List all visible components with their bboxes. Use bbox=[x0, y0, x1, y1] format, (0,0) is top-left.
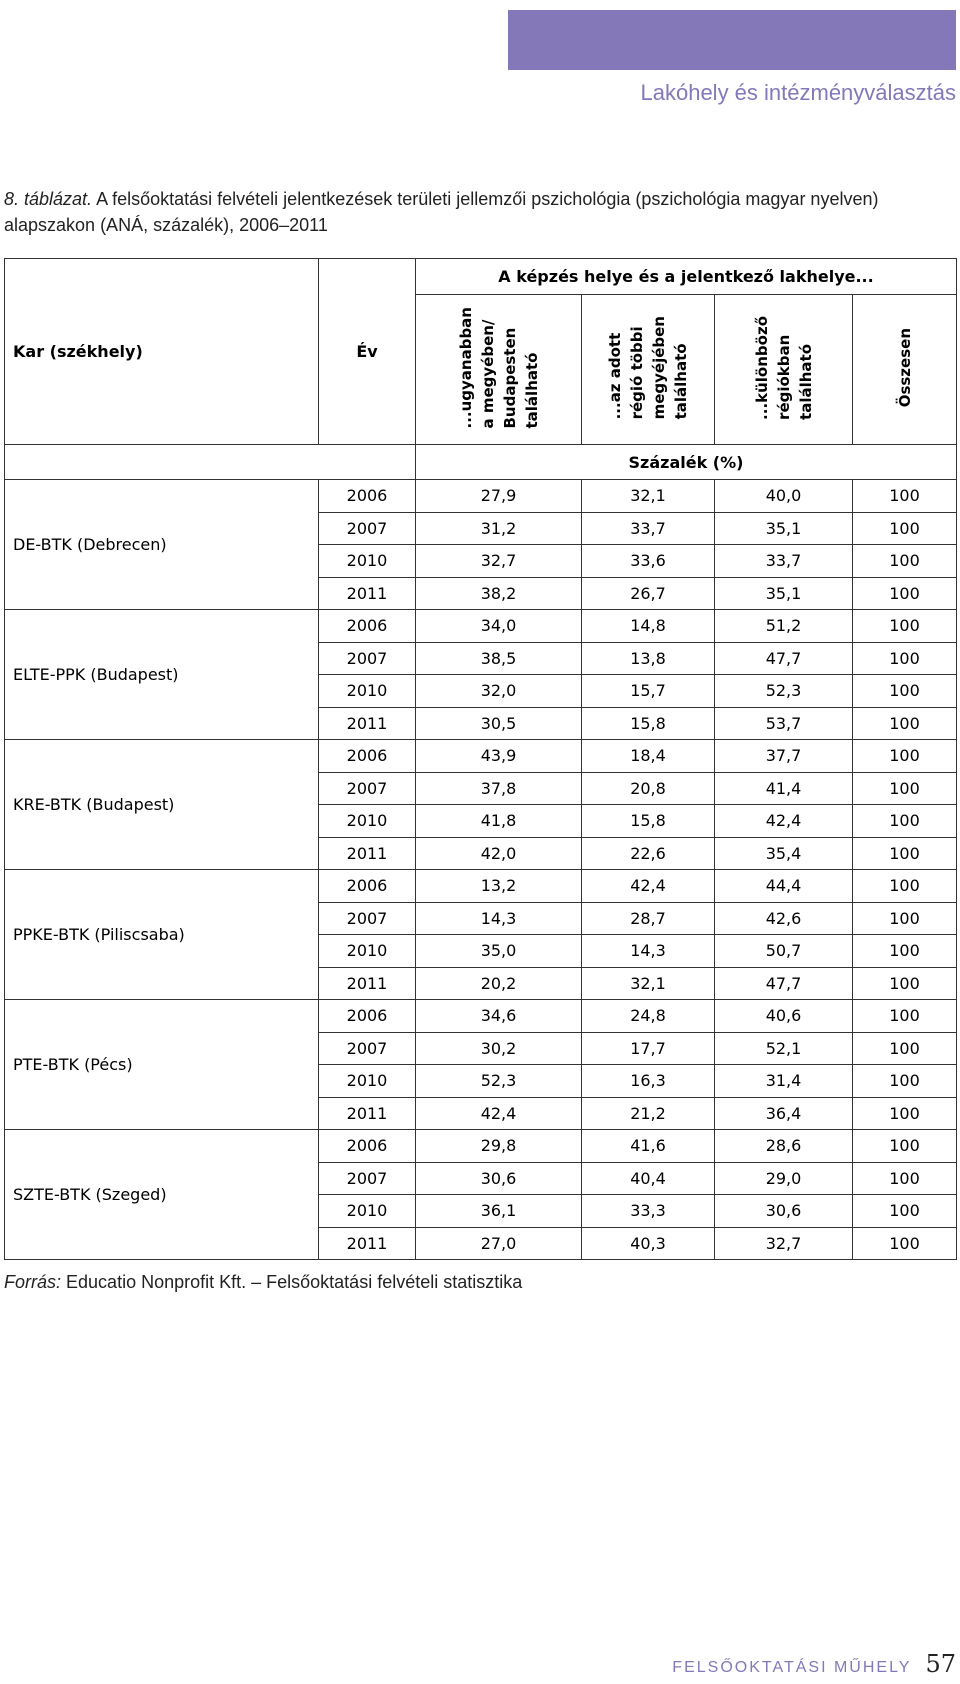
value-cell: 32,1 bbox=[582, 967, 715, 1000]
table-body bbox=[5, 480, 957, 1260]
col-header-same-region-label: ...az adott régió többi megyéjében található bbox=[606, 315, 690, 420]
table-row bbox=[5, 1130, 957, 1163]
value-cell: 33,3 bbox=[582, 1195, 715, 1228]
value-cell: 100 bbox=[853, 610, 957, 643]
value-cell: 100 bbox=[853, 1195, 957, 1228]
value-cell: 41,6 bbox=[582, 1130, 715, 1163]
value-cell: 100 bbox=[853, 480, 957, 513]
year-cell: 2007 bbox=[319, 1162, 416, 1195]
year-cell: 2011 bbox=[319, 967, 416, 1000]
value-cell: 100 bbox=[853, 902, 957, 935]
value-cell: 100 bbox=[853, 870, 957, 903]
value-cell: 100 bbox=[853, 967, 957, 1000]
table-row bbox=[5, 870, 957, 903]
table-row bbox=[5, 610, 957, 643]
faculty-name: KRE-BTK (Budapest) bbox=[5, 740, 319, 870]
value-cell: 100 bbox=[853, 1097, 957, 1130]
faculty-name: PPKE-BTK (Piliscsaba) bbox=[5, 870, 319, 1000]
value-cell: 100 bbox=[853, 642, 957, 675]
value-cell: 33,7 bbox=[582, 512, 715, 545]
value-cell: 35,4 bbox=[715, 837, 853, 870]
value-cell: 42,0 bbox=[416, 837, 582, 870]
value-cell: 100 bbox=[853, 512, 957, 545]
year-cell: 2011 bbox=[319, 707, 416, 740]
value-cell: 100 bbox=[853, 1130, 957, 1163]
value-cell: 100 bbox=[853, 935, 957, 968]
value-cell: 100 bbox=[853, 837, 957, 870]
year-cell: 2011 bbox=[319, 577, 416, 610]
col-header-ev: Év bbox=[319, 259, 416, 445]
value-cell: 31,2 bbox=[416, 512, 582, 545]
year-cell: 2010 bbox=[319, 675, 416, 708]
value-cell: 44,4 bbox=[715, 870, 853, 903]
value-cell: 100 bbox=[853, 1000, 957, 1033]
value-cell: 27,9 bbox=[416, 480, 582, 513]
value-cell: 32,1 bbox=[582, 480, 715, 513]
year-cell: 2010 bbox=[319, 805, 416, 838]
value-cell: 40,3 bbox=[582, 1227, 715, 1260]
year-cell: 2007 bbox=[319, 902, 416, 935]
unit-spacer bbox=[5, 445, 319, 480]
value-cell: 30,6 bbox=[715, 1195, 853, 1228]
year-cell: 2010 bbox=[319, 545, 416, 578]
value-cell: 52,3 bbox=[416, 1065, 582, 1098]
page-footer bbox=[672, 1650, 956, 1678]
year-cell: 2006 bbox=[319, 1130, 416, 1163]
value-cell: 100 bbox=[853, 707, 957, 740]
value-cell: 34,6 bbox=[416, 1000, 582, 1033]
value-cell: 20,8 bbox=[582, 772, 715, 805]
value-cell: 13,8 bbox=[582, 642, 715, 675]
value-cell: 42,4 bbox=[416, 1097, 582, 1130]
source-note bbox=[4, 1272, 522, 1293]
year-cell: 2011 bbox=[319, 1097, 416, 1130]
col-header-total-label: Összesen bbox=[895, 327, 914, 408]
value-cell: 40,6 bbox=[715, 1000, 853, 1033]
value-cell: 14,8 bbox=[582, 610, 715, 643]
table-row bbox=[5, 480, 957, 513]
value-cell: 53,7 bbox=[715, 707, 853, 740]
value-cell: 27,0 bbox=[416, 1227, 582, 1260]
value-cell: 100 bbox=[853, 577, 957, 610]
year-cell: 2010 bbox=[319, 1195, 416, 1228]
value-cell: 32,0 bbox=[416, 675, 582, 708]
value-cell: 29,0 bbox=[715, 1162, 853, 1195]
value-cell: 18,4 bbox=[582, 740, 715, 773]
year-cell: 2006 bbox=[319, 480, 416, 513]
year-cell: 2006 bbox=[319, 740, 416, 773]
value-cell: 14,3 bbox=[416, 902, 582, 935]
value-cell: 29,8 bbox=[416, 1130, 582, 1163]
col-header-total bbox=[853, 295, 957, 445]
value-cell: 100 bbox=[853, 805, 957, 838]
year-cell: 2010 bbox=[319, 1065, 416, 1098]
value-cell: 22,6 bbox=[582, 837, 715, 870]
col-header-diff-region bbox=[715, 295, 853, 445]
value-cell: 47,7 bbox=[715, 642, 853, 675]
value-cell: 47,7 bbox=[715, 967, 853, 1000]
value-cell: 17,7 bbox=[582, 1032, 715, 1065]
value-cell: 30,2 bbox=[416, 1032, 582, 1065]
value-cell: 41,8 bbox=[416, 805, 582, 838]
col-header-diff-region-label: ...különböző régiókban található bbox=[752, 315, 815, 420]
source-text: Educatio Nonprofit Kft. – Felsőoktatási felvételi statisztika bbox=[66, 1272, 523, 1292]
caption-text: A felsőoktatási felvételi jelentkezések területi jellemzői pszichológia (pszichológia magyar nyelven) alapszakon (ANÁ, százalék), 2006–2011 bbox=[4, 189, 879, 235]
value-cell: 36,4 bbox=[715, 1097, 853, 1130]
value-cell: 16,3 bbox=[582, 1065, 715, 1098]
journal-name: FELSŐOKTATÁSI MŰHELY bbox=[672, 1659, 912, 1676]
value-cell: 42,4 bbox=[715, 805, 853, 838]
value-cell: 33,6 bbox=[582, 545, 715, 578]
value-cell: 41,4 bbox=[715, 772, 853, 805]
year-cell: 2007 bbox=[319, 772, 416, 805]
value-cell: 42,6 bbox=[715, 902, 853, 935]
value-cell: 100 bbox=[853, 1065, 957, 1098]
caption-label: 8. táblázat. bbox=[4, 189, 93, 209]
value-cell: 52,1 bbox=[715, 1032, 853, 1065]
value-cell: 13,2 bbox=[416, 870, 582, 903]
year-cell: 2011 bbox=[319, 1227, 416, 1260]
value-cell: 100 bbox=[853, 1162, 957, 1195]
value-cell: 24,8 bbox=[582, 1000, 715, 1033]
col-header-kar: Kar (székhely) bbox=[5, 259, 319, 445]
year-cell: 2011 bbox=[319, 837, 416, 870]
value-cell: 43,9 bbox=[416, 740, 582, 773]
value-cell: 32,7 bbox=[715, 1227, 853, 1260]
value-cell: 50,7 bbox=[715, 935, 853, 968]
year-cell: 2010 bbox=[319, 935, 416, 968]
header-color-band bbox=[508, 10, 956, 70]
col-header-same-county bbox=[416, 295, 582, 445]
value-cell: 30,6 bbox=[416, 1162, 582, 1195]
value-cell: 42,4 bbox=[582, 870, 715, 903]
faculty-name: ELTE-PPK (Budapest) bbox=[5, 610, 319, 740]
unit-row: Százalék (%) bbox=[416, 445, 957, 480]
table-row bbox=[5, 740, 957, 773]
col-header-same-county-label: ...ugyanabban a megyében/ Budapesten található bbox=[456, 306, 541, 429]
value-cell: 28,7 bbox=[582, 902, 715, 935]
unit-spacer bbox=[319, 445, 416, 480]
year-cell: 2006 bbox=[319, 870, 416, 903]
value-cell: 21,2 bbox=[582, 1097, 715, 1130]
data-table bbox=[4, 258, 957, 1260]
source-label: Forrás: bbox=[4, 1272, 62, 1292]
group-header: A képzés helye és a jelentkező lakhelye... bbox=[416, 259, 957, 295]
value-cell: 15,8 bbox=[582, 805, 715, 838]
value-cell: 40,4 bbox=[582, 1162, 715, 1195]
col-header-same-region bbox=[582, 295, 715, 445]
value-cell: 36,1 bbox=[416, 1195, 582, 1228]
value-cell: 37,7 bbox=[715, 740, 853, 773]
value-cell: 31,4 bbox=[715, 1065, 853, 1098]
value-cell: 37,8 bbox=[416, 772, 582, 805]
value-cell: 100 bbox=[853, 675, 957, 708]
year-cell: 2006 bbox=[319, 1000, 416, 1033]
value-cell: 15,8 bbox=[582, 707, 715, 740]
value-cell: 100 bbox=[853, 1227, 957, 1260]
value-cell: 35,1 bbox=[715, 577, 853, 610]
year-cell: 2007 bbox=[319, 642, 416, 675]
value-cell: 15,7 bbox=[582, 675, 715, 708]
value-cell: 100 bbox=[853, 545, 957, 578]
table-caption bbox=[4, 186, 954, 238]
value-cell: 51,2 bbox=[715, 610, 853, 643]
year-cell: 2006 bbox=[319, 610, 416, 643]
faculty-name: DE-BTK (Debrecen) bbox=[5, 480, 319, 610]
value-cell: 38,2 bbox=[416, 577, 582, 610]
value-cell: 35,1 bbox=[715, 512, 853, 545]
value-cell: 38,5 bbox=[416, 642, 582, 675]
value-cell: 20,2 bbox=[416, 967, 582, 1000]
value-cell: 14,3 bbox=[582, 935, 715, 968]
faculty-name: PTE-BTK (Pécs) bbox=[5, 1000, 319, 1130]
running-head: Lakóhely és intézményválasztás bbox=[640, 80, 956, 105]
value-cell: 100 bbox=[853, 772, 957, 805]
value-cell: 34,0 bbox=[416, 610, 582, 643]
value-cell: 26,7 bbox=[582, 577, 715, 610]
value-cell: 100 bbox=[853, 740, 957, 773]
year-cell: 2007 bbox=[319, 512, 416, 545]
value-cell: 32,7 bbox=[416, 545, 582, 578]
value-cell: 35,0 bbox=[416, 935, 582, 968]
value-cell: 28,6 bbox=[715, 1130, 853, 1163]
value-cell: 40,0 bbox=[715, 480, 853, 513]
value-cell: 30,5 bbox=[416, 707, 582, 740]
value-cell: 100 bbox=[853, 1032, 957, 1065]
table-row bbox=[5, 1000, 957, 1033]
value-cell: 52,3 bbox=[715, 675, 853, 708]
faculty-name: SZTE-BTK (Szeged) bbox=[5, 1130, 319, 1260]
page-number: 57 bbox=[925, 1650, 956, 1678]
year-cell: 2007 bbox=[319, 1032, 416, 1065]
value-cell: 33,7 bbox=[715, 545, 853, 578]
